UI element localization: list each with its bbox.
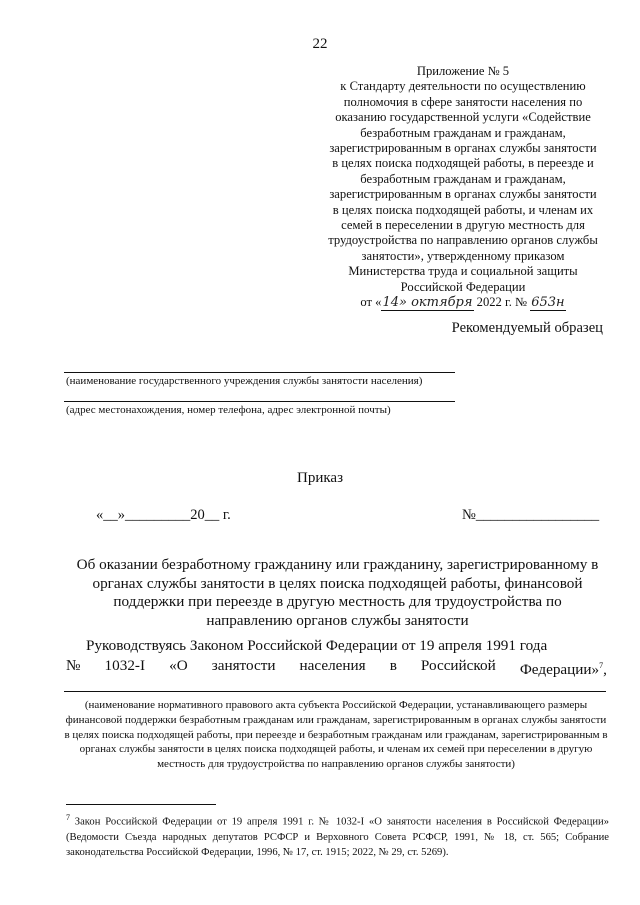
date-year: 2022 г. № xyxy=(476,295,528,310)
basis-word: «О xyxy=(169,657,188,674)
footnote-separator xyxy=(66,804,216,805)
recommended-sample-label: Рекомендуемый образец xyxy=(451,320,603,336)
date-prefix: от « xyxy=(360,295,382,310)
basis-word: населения xyxy=(299,657,366,674)
handwritten-date: 14» октября xyxy=(382,295,473,311)
order-subject: Об оказании безработному гражданину или гражданину, зарегистрированному в органах службы занятости в целях поиска подходящей работы, финансовой поддержки при переезде в другую местность для трудоустройства по направлению органов службы занятости xyxy=(76,556,599,629)
basis-word: занятости xyxy=(211,657,276,674)
appendix-line: к Стандарту деятельности по осуществлению xyxy=(340,79,586,94)
order-title: Приказ xyxy=(296,470,343,486)
legal-act-rule xyxy=(64,691,606,692)
basis-word: в xyxy=(389,657,397,674)
appendix-line: оказанию государственной услуги «Содействие xyxy=(335,110,591,125)
appendix-line: Министерства труда и социальной защиты xyxy=(348,264,578,279)
appendix-line: занятости», утвержденному приказом xyxy=(361,248,565,263)
appendix-line: полномочия в сфере занятости населения по xyxy=(343,94,583,109)
footnote-number: 7 xyxy=(66,813,70,822)
appendix-date-line xyxy=(318,295,608,310)
handwritten-order-number: 653н xyxy=(531,295,565,311)
appendix-block xyxy=(318,64,608,311)
basis-word-last xyxy=(520,657,607,679)
basis-word: № xyxy=(66,657,81,674)
basis-word: 1032-I xyxy=(104,657,146,674)
address-caption: (адрес местонахождения, номер телефона, адрес электронной почты) xyxy=(66,404,391,416)
appendix-line: в целях поиска подходящей работы, и членам их xyxy=(332,202,594,217)
institution-caption: (наименование государственного учреждения службы занятости населения) xyxy=(66,375,423,387)
legal-act-caption: (наименование нормативного правового акта субъекта Российской Федерации, устанавливающего размеры финансовой поддержки безработным гражданам или гражданам, зарегистрированным в органах службы занятости в целях поиска подходящей работы, при переезде и безработным гражданам или гражданам, зарегистрированным в органах службы занятости в целях поиска подходящей работы, и членам их семей при переселении в другую местность для трудоустройства по направлению органов службы занятости) xyxy=(64,699,608,771)
appendix-line: семей в переселении в другую местность для xyxy=(341,218,585,233)
appendix-line: в целях поиска подходящей работы, в переезде и xyxy=(332,156,594,171)
appendix-line: зарегистрированным в органах службы занятости xyxy=(329,187,597,202)
institution-rule xyxy=(64,372,455,373)
footnote-text: Закон Российской Федерации от 19 апреля 1991 г. № 1032-I «О занятости населения в Российской Федерации» (Ведомости Съезда народных депутатов РСФСР и Верховного Совета РСФСР, 1991, № 18, ст. 565; Собрание законодательства Российской Федерации, 1996, № 17, ст. 1915; 2022, № 29, ст. 5269). xyxy=(66,816,609,858)
appendix-line: безработным гражданам и гражданам, xyxy=(360,171,566,186)
address-rule xyxy=(64,401,455,402)
footnote-reference: 7 xyxy=(599,661,604,670)
basis-paragraph-line1: Руководствуясь Законом Российской Федерации от 19 апреля 1991 года xyxy=(86,637,548,654)
order-number-field: №_________________ xyxy=(462,507,600,523)
appendix-line: трудоустройства по направлению органов службы xyxy=(328,233,598,248)
appendix-line: Приложение № 5 xyxy=(416,64,510,78)
footnote xyxy=(66,810,609,860)
basis-paragraph-line2 xyxy=(66,657,607,679)
appendix-line: Российской Федерации xyxy=(400,279,526,294)
basis-comma: , xyxy=(603,661,607,679)
page-number: 22 xyxy=(312,36,328,52)
basis-word: Федерации» xyxy=(519,661,600,679)
basis-word: Российской xyxy=(420,657,496,674)
appendix-line: зарегистрированным в органах службы занятости xyxy=(329,141,597,156)
appendix-line: безработным гражданам и гражданам, xyxy=(360,125,566,140)
order-date-field: «__»_________20__ г. xyxy=(96,507,231,523)
